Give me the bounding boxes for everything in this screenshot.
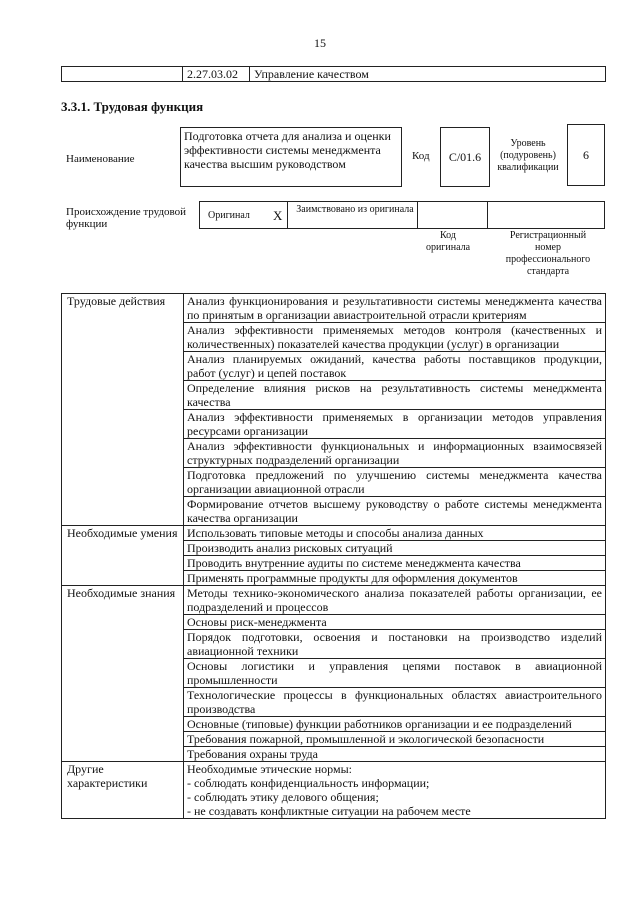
code-label: Код <box>412 150 430 162</box>
labor-action-item: Подготовка предложений по улучшению системы менеджмента качества организации авиационной отрасли <box>184 468 606 497</box>
category-other-characteristics: Другие характеристики <box>62 762 184 819</box>
knowledge-item: Требования охраны труда <box>184 747 606 762</box>
other-line: Необходимые этические нормы: <box>187 762 352 776</box>
header-code-table <box>61 66 606 82</box>
labor-action-item: Анализ эффективности применяемых в организации методов управления ресурсами организации <box>184 410 606 439</box>
skill-item: Использовать типовые методы и способы анализа данных <box>184 526 606 541</box>
other-line: - соблюдать конфиденциальность информации; <box>187 776 430 790</box>
other-characteristics-value <box>184 762 606 819</box>
other-line: - не создавать конфликтные ситуации на рабочем месте <box>187 804 471 818</box>
function-name-value: Подготовка отчета для анализа и оценки эффективности системы менеджмента качества высшим руководством <box>180 127 402 187</box>
category-required-knowledge: Необходимые знания <box>62 586 184 762</box>
original-label: Оригинал <box>208 210 250 221</box>
knowledge-item: Основы риск-менеджмента <box>184 615 606 630</box>
knowledge-item: Технологические процессы в функциональных областях авиастроительного производства <box>184 688 606 717</box>
other-line: - соблюдать этику делового общения; <box>187 790 379 804</box>
labor-action-item: Анализ планируемых ожиданий, качества работы поставщиков продукции, работ (услуг) и цепей поставок <box>184 352 606 381</box>
knowledge-item: Методы технико-экономического анализа показателей работы организации, ее подразделений и процессов <box>184 586 606 615</box>
header-code: 2.27.03.02 <box>183 67 250 82</box>
knowledge-item: Основы логистики и управления цепями поставок в авиационной промышленности <box>184 659 606 688</box>
reg-number-caption: Регистрационный номер профессионального стандарта <box>505 230 591 277</box>
page-number: 15 <box>314 36 326 50</box>
skill-item: Применять программные продукты для оформления документов <box>184 571 606 586</box>
origin-label: Происхождение трудовой функции <box>66 206 187 230</box>
borrowed-label: Заимствовано из оригинала <box>296 204 414 215</box>
function-details-table <box>61 293 606 819</box>
category-required-skills: Необходимые умения <box>62 526 184 586</box>
labor-action-item: Анализ эффективности функциональных и информационных взаимосвязей структурных подразделений организации <box>184 439 606 468</box>
category-labor-actions: Трудовые действия <box>62 294 184 526</box>
labor-action-item: Анализ эффективности применяемых методов контроля (качественных и количественных) показателей качества продукции (услуг) в организации <box>184 323 606 352</box>
function-code-value: C/01.6 <box>440 127 490 187</box>
original-mark: X <box>273 208 283 223</box>
skill-item: Проводить внутренние аудиты по системе менеджмента качества <box>184 556 606 571</box>
section-title: 3.3.1. Трудовая функция <box>61 99 204 114</box>
name-label: Наименование <box>66 153 135 165</box>
level-label: Уровень (подуровень) квалификации <box>497 138 559 173</box>
labor-action-item: Определение влияния рисков на результативность системы менеджмента качества <box>184 381 606 410</box>
knowledge-item: Требования пожарной, промышленной и экологической безопасности <box>184 732 606 747</box>
knowledge-item: Порядок подготовки, освоения и постановки на производство изделий авиационной техники <box>184 630 606 659</box>
labor-action-item: Формирование отчетов высшему руководству о работе системы менеджмента качества организации <box>184 497 606 526</box>
skill-item: Производить анализ рисковых ситуаций <box>184 541 606 556</box>
labor-action-item: Анализ функционирования и результативности системы менеджмента качества по принятым в организации авиастроительной отрасли критериям <box>184 294 606 323</box>
level-value: 6 <box>567 124 605 186</box>
header-title: Управление качеством <box>250 67 606 82</box>
knowledge-item: Основные (типовые) функции работников организации и ее подразделений <box>184 717 606 732</box>
code-original-caption: Код оригинала <box>425 230 471 253</box>
origin-table <box>199 201 605 229</box>
